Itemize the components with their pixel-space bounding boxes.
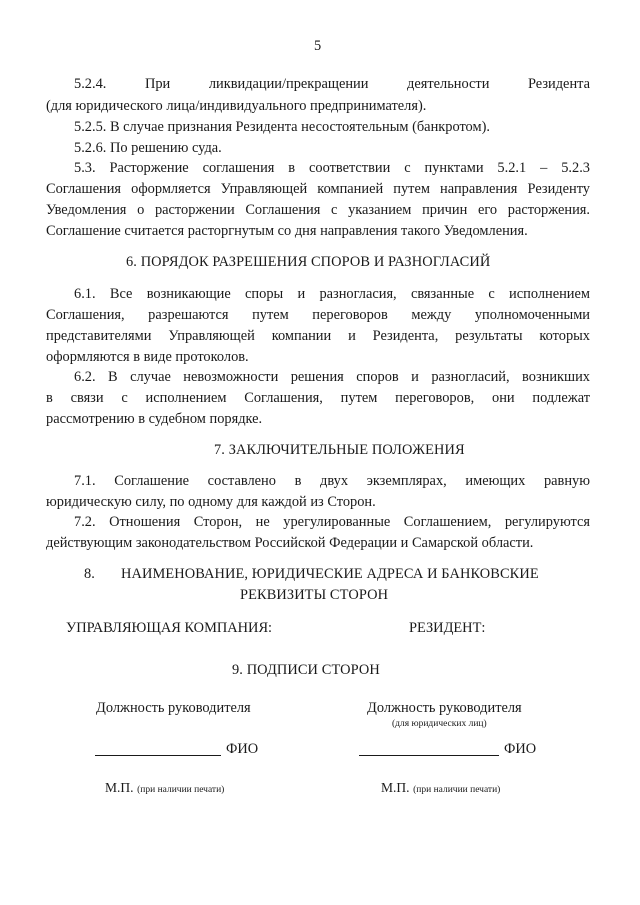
clause-7-1-line1: 7.1. Соглашение составлено в двух экземплярах, имеющих равную <box>74 473 590 489</box>
section-6-heading: 6. ПОРЯДОК РАЗРЕШЕНИЯ СПОРОВ И РАЗНОГЛАСИЙ <box>126 254 491 270</box>
left-signature-line <box>95 739 221 756</box>
clause-5-2-6: 5.2.6. По решению суда. <box>74 140 222 156</box>
clause-6-2-line1: 6.2. В случае невозможности решения споров и разногласий, возникших <box>74 369 590 385</box>
section-7-heading: 7. ЗАКЛЮЧИТЕЛЬНЫЕ ПОЛОЖЕНИЯ <box>214 442 465 458</box>
right-position-label: Должность руководителя <box>367 700 522 716</box>
clause-6-1-line4: оформляются в виде протоколов. <box>46 349 249 365</box>
right-name-label: ФИО <box>504 741 537 757</box>
clause-6-1-line3: представителями Управляющей компании и Резидента, результаты которых <box>46 328 590 344</box>
clause-7-2-line1: 7.2. Отношения Сторон, не урегулированные Соглашением, регулируются <box>74 514 590 530</box>
left-seal-block <box>105 780 224 797</box>
resident-label: РЕЗИДЕНТ: <box>409 620 486 636</box>
clause-5-3-line2: Соглашения оформляется Управляющей компанией путем направления Резиденту <box>46 181 590 197</box>
section-9-heading: 9. ПОДПИСИ СТОРОН <box>232 662 380 678</box>
right-seal-block <box>381 780 500 797</box>
left-position-label: Должность руководителя <box>96 700 251 716</box>
clause-6-1-line2: Соглашения, разрешаются путем переговоров между уполномоченными <box>46 307 590 323</box>
clause-6-2-line2: в связи с исполнением Соглашения, путем переговоров, они подлежат <box>46 390 590 406</box>
left-seal-label: М.П. <box>105 780 134 795</box>
clause-5-3-line4: Соглашение считается расторгнутым со дня направления такого Уведомления. <box>46 223 528 239</box>
clause-7-1-line2: юридическую силу, по одному для каждой из Сторон. <box>46 494 376 510</box>
clause-5-3-line1: 5.3. Расторжение соглашения в соответствии с пунктами 5.2.1 – 5.2.3 <box>74 160 590 176</box>
clause-7-2-line2: действующим законодательством Российской Федерации и Самарской области. <box>46 535 534 551</box>
left-name-label: ФИО <box>226 741 259 757</box>
section-8-heading-line1: НАИМЕНОВАНИЕ, ЮРИДИЧЕСКИЕ АДРЕСА И БАНКОВСКИЕ <box>121 566 539 582</box>
section-8-heading-line2: РЕКВИЗИТЫ СТОРОН <box>240 587 389 603</box>
clause-5-2-4-line1: 5.2.4. При ликвидации/прекращении деятельности Резидента <box>74 76 590 92</box>
right-position-note: (для юридических лиц) <box>392 719 487 729</box>
clause-5-3-line3: Уведомления о расторжении Соглашения с указанием причин его расторжения. <box>46 202 590 218</box>
clause-5-2-4-line2: (для юридического лица/индивидуального предпринимателя). <box>46 98 427 114</box>
section-8-number: 8. <box>84 566 95 582</box>
right-seal-note: (при наличии печати) <box>413 785 501 795</box>
right-signature-line <box>359 739 499 756</box>
page-number: 5 <box>314 38 322 54</box>
clause-6-2-line3: рассмотрению в судебном порядке. <box>46 411 263 427</box>
clause-5-2-5: 5.2.5. В случае признания Резидента несостоятельным (банкротом). <box>74 119 490 135</box>
company-label: УПРАВЛЯЮЩАЯ КОМПАНИЯ: <box>66 620 273 636</box>
right-seal-label: М.П. <box>381 780 410 795</box>
clause-6-1-line1: 6.1. Все возникающие споры и разногласия, связанные с исполнением <box>74 286 590 302</box>
left-seal-note: (при наличии печати) <box>137 785 225 795</box>
